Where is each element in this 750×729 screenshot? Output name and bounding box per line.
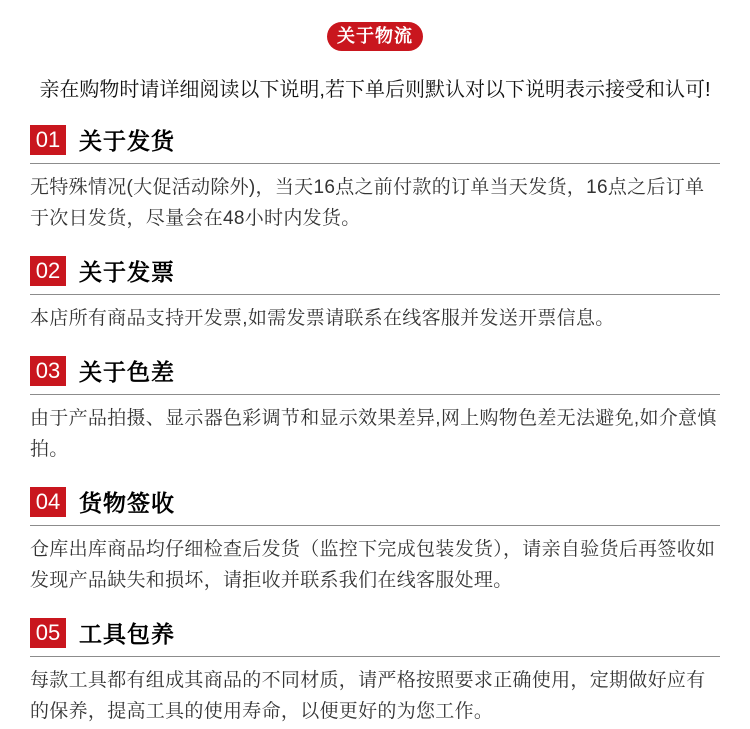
section-body: 仓库出库商品均仔细检查后发货（监控下完成包装发货），请亲自验货后再签收如发现产品缺失和损坏，请拒收并联系我们在线客服处理。 (30, 539, 716, 591)
section-title: 货物签收 (79, 490, 175, 516)
logistics-title-badge: 关于物流 (327, 22, 423, 51)
section-invoice (30, 254, 720, 334)
section-number-badge: 01 (30, 125, 66, 155)
section-title: 关于色差 (79, 359, 175, 385)
section-shipping (30, 123, 720, 234)
divider (30, 394, 720, 395)
section-body: 每款工具都有组成其商品的不同材质，请严格按照要求正确使用，定期做好应有的保养，提高工具的使用寿命，以便更好的为您工作。 (30, 670, 706, 722)
divider (30, 163, 720, 164)
section-header (30, 616, 720, 649)
section-header (30, 123, 720, 156)
section-color-difference (30, 354, 720, 465)
section-body: 本店所有商品支持开发票,如需发票请联系在线客服并发送开票信息。 (30, 308, 615, 329)
section-title: 关于发票 (79, 259, 175, 285)
intro-notice: 亲在购物时请详细阅读以下说明,若下单后则默认对以下说明表示接受和认可! (39, 79, 711, 101)
section-title: 工具包养 (79, 621, 175, 647)
section-header (30, 354, 720, 387)
section-title: 关于发货 (79, 128, 175, 154)
section-body: 无特殊情况(大促活动除外)，当天16点之前付款的订单当天发货，16点之后订单于次日发货，尽量会在48小时内发货。 (30, 177, 705, 229)
section-number-badge: 02 (30, 256, 66, 286)
section-number-badge: 05 (30, 618, 66, 648)
divider (30, 294, 720, 295)
section-number-badge: 04 (30, 487, 66, 517)
divider (30, 656, 720, 657)
section-header (30, 485, 720, 518)
section-goods-receipt (30, 485, 720, 596)
section-header (30, 254, 720, 287)
section-number-badge: 03 (30, 356, 66, 386)
section-body: 由于产品拍摄、显示器色彩调节和显示效果差异,网上购物色差无法避免,如介意慎拍。 (30, 408, 717, 460)
divider (30, 525, 720, 526)
section-tool-maintenance (30, 616, 720, 727)
